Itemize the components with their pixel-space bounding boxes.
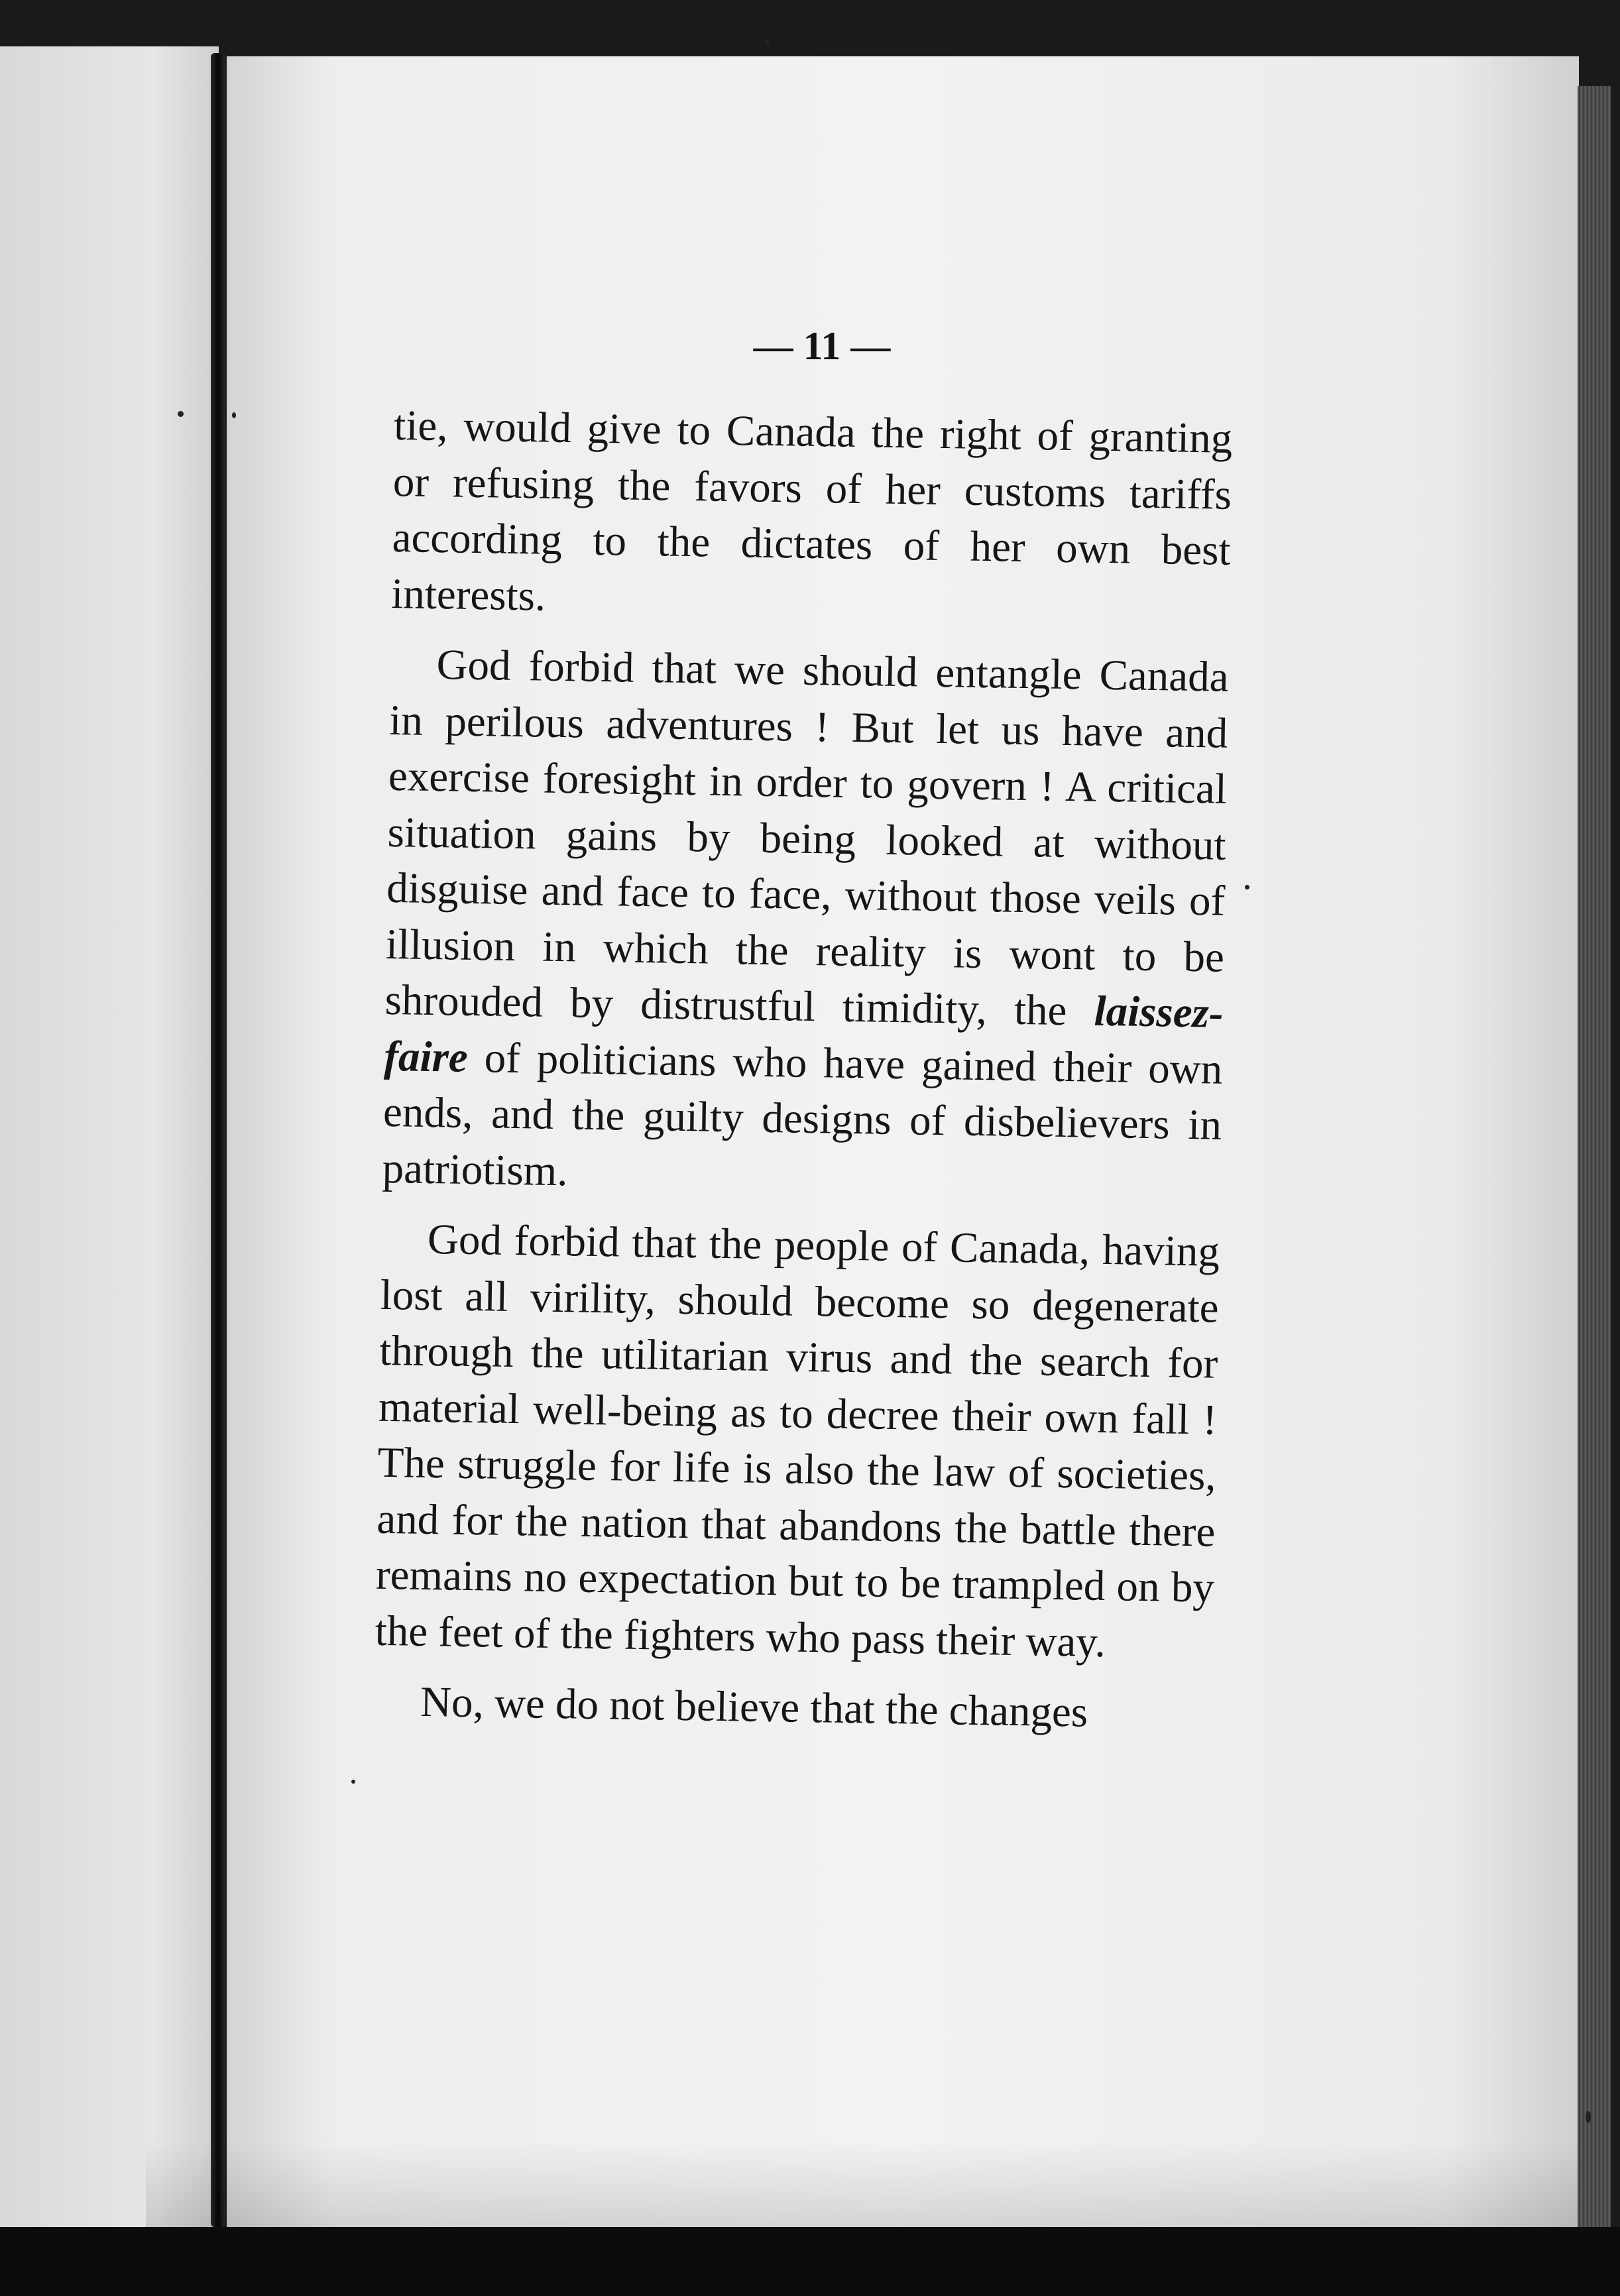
binding-gutter <box>211 53 225 2227</box>
page-number: — 11 — <box>753 324 891 368</box>
italic-phrase: laissez-faire <box>383 987 1224 1082</box>
scan-bottom-border <box>0 2227 1620 2296</box>
scan-speck <box>178 411 184 417</box>
scan-speck <box>351 1780 355 1784</box>
paragraph-4 <box>373 1674 1212 1743</box>
paragraph-1-text: tie, would give to Canada the right of granting or refusing the favors of her customs tariffs according to the dictates of her own best interests. <box>390 401 1233 620</box>
paragraph-1 <box>391 398 1233 635</box>
paragraph-2-text: God forbid that we should entangle Canada in perilous adventures ! But let us have and exercise foresight in order to govern ! A critical situation gains by being looked at without disguise and face to face, without those veils of illusion in which the reality is wont to be shrouded by distrustful timidity, the <box>384 641 1230 1035</box>
paragraph-3 <box>375 1211 1220 1672</box>
paragraph-2 <box>382 636 1229 1210</box>
scan-speck <box>1586 2111 1591 2123</box>
scan-speck <box>232 412 236 418</box>
page-edges <box>1578 86 1611 2234</box>
scan-speck <box>766 40 770 45</box>
paragraph-4-text: No, we do not believe that the changes <box>420 1678 1088 1737</box>
left-facing-page <box>0 46 219 2234</box>
paragraph-3-text: God forbid that the people of Canada, having lost all virility, should become so degenerate through the utilitarian virus and the search for material well-being as to decree their own fall ! The struggle for life is also the law of societies, and for the nation that abandons the battle there remains no expectation but to be trampled on by the feet of the fighters who pass their way. <box>375 1215 1220 1666</box>
page-bottom-shadow <box>146 2141 1578 2227</box>
paragraph-2-text-end: of politicians who have gained their own ends, and the guilty designs of disbelievers in patriotism. <box>382 1033 1223 1195</box>
scan-speck <box>1245 885 1249 890</box>
body-text <box>373 398 1233 1757</box>
